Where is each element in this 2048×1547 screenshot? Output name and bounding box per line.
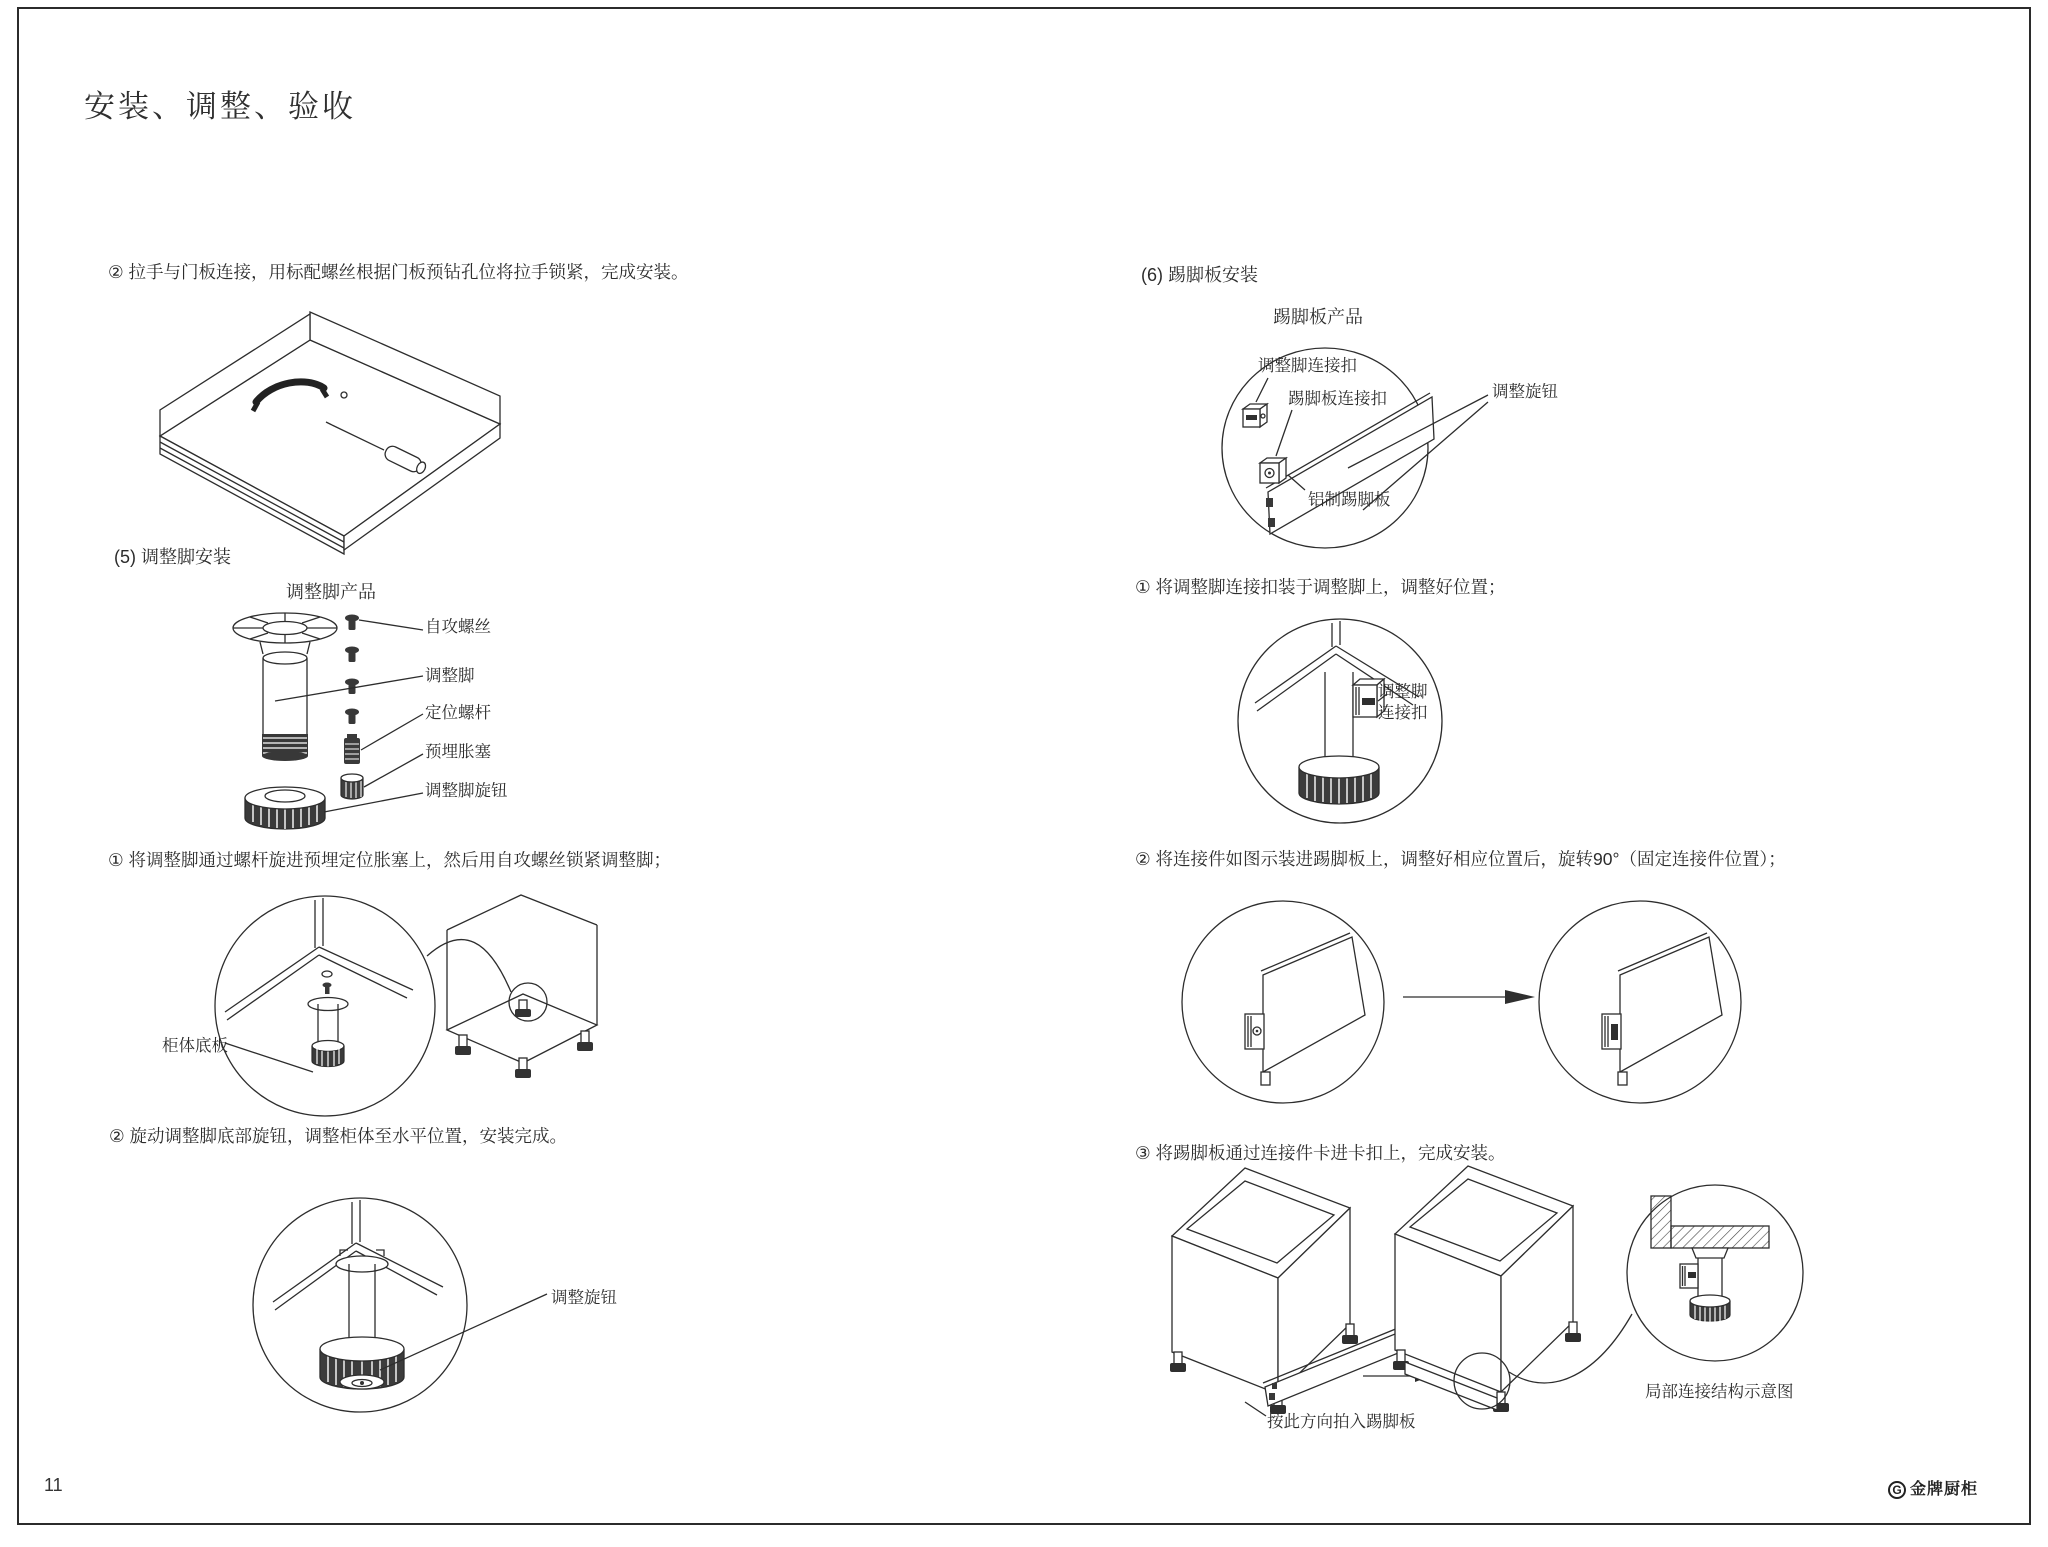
foot-product-title: 调整脚产品: [286, 582, 376, 602]
label-aluminum-board: 铝制踢脚板: [1308, 491, 1391, 509]
part-label-foot: 调整脚: [425, 667, 475, 685]
left-step1-text: ① 将调整脚通过螺杆旋进预埋定位胀塞上，然后用自攻螺丝锁紧调整脚；: [108, 850, 672, 870]
left-knob-label: 调整旋钮: [551, 1289, 617, 1307]
part-label-plug: 预埋胀塞: [425, 743, 491, 761]
connector-label-line1: 调整脚: [1378, 683, 1428, 701]
drawing-adjustable-foot-exploded: [230, 606, 428, 840]
brand-name: 金牌厨柜: [1910, 1481, 1979, 1498]
section-6-heading: (6) 踢脚板安装: [1141, 265, 1258, 285]
drawing-door-panel-handle: [132, 303, 522, 558]
arrow-icon: [1505, 990, 1535, 1004]
right-step3-text: ③ 将踢脚板通过连接件卡进卡扣上，完成安装。: [1135, 1143, 1506, 1163]
kickboard-product-title: 踢脚板产品: [1273, 307, 1363, 327]
part-label-rod: 定位螺杆: [425, 704, 491, 722]
drawing-rotate-connector: [1175, 897, 1800, 1112]
foot-connector-clip-icon: [1243, 404, 1267, 427]
part-label-knob: 调整脚旋钮: [425, 782, 508, 800]
detail-caption-label: 局部连接结构示意图: [1645, 1383, 1794, 1401]
label-kickboard-connector: 踢脚板连接扣: [1288, 390, 1387, 408]
part-label-screw: 自攻螺丝: [425, 618, 491, 636]
drawing-knob-closeup: [245, 1192, 575, 1422]
cabinet-bottom-label: 柜体底板: [162, 1037, 228, 1055]
clip-locked-icon: [1602, 1014, 1621, 1049]
connector-label-line2: 连接扣: [1378, 704, 1428, 722]
right-step2-text: ② 将连接件如图示装进踢脚板上，调整好相应位置后，旋转90°（固定连接件位置）；: [1135, 849, 1786, 869]
right-step1-text: ① 将调整脚连接扣装于调整脚上，调整好位置；: [1135, 577, 1506, 597]
label-foot-connector: 调整脚连接扣: [1258, 357, 1357, 375]
drawing-foot-under-cabinet: [145, 888, 653, 1130]
brand-logo: [1888, 1480, 1978, 1500]
brand-g-icon: G: [1888, 1481, 1906, 1499]
page-number: 11: [44, 1475, 63, 1495]
section-5-heading: (5) 调整脚安装: [114, 547, 231, 567]
left-step2-text: ② 旋动调整脚底部旋钮，调整柜体至水平位置，安装完成。: [109, 1126, 568, 1146]
clip-unlocked-icon: [1245, 1014, 1264, 1049]
drawing-kickboard-product: [1200, 340, 1542, 562]
connector-clip-icon: [1680, 1264, 1698, 1288]
insert-direction-label: 按此方向拍入踢脚板: [1267, 1413, 1416, 1431]
page-title: 安装、调整、验收: [84, 89, 356, 124]
kickboard-connector-clip-icon: [1260, 458, 1286, 483]
screws-icon: [345, 615, 359, 725]
label-adjust-knob: 调整旋钮: [1492, 383, 1558, 401]
left-step-handle-text: ② 拉手与门板连接，用标配螺丝根据门板预钻孔位将拉手锁紧，完成安装。: [108, 262, 689, 282]
